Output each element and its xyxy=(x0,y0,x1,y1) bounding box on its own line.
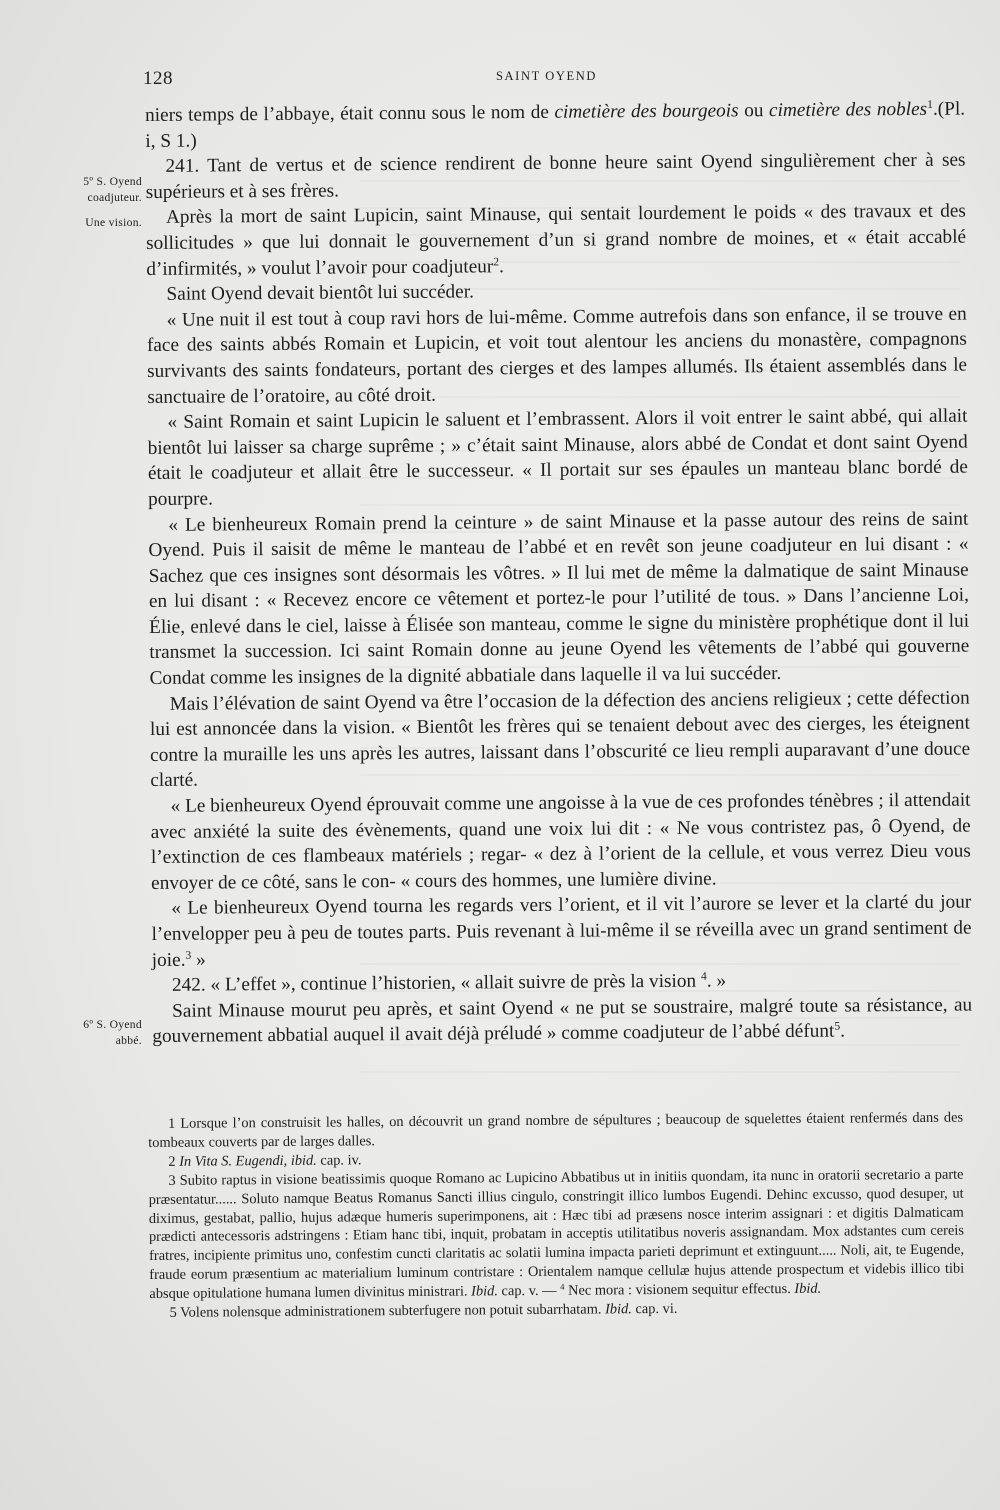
footnotes xyxy=(148,1109,965,1323)
footnote-ref: 4 xyxy=(700,969,707,983)
paragraph: Mais l’élévation de saint Oyend va être l’occasion de la défection des anciens religieux ; cette défection lui est annoncée dans la vision. « Bientôt les frères qui se tenaient debout avec des cierges, les éteignent contre la muraille les uns après les autres, laissant dans l’obscurité ce lieu rempli auparavant d’une douce clarté. xyxy=(149,687,971,792)
margin-note-line: coadjuteur. xyxy=(87,191,142,204)
italic-run: Ibid. xyxy=(467,1283,498,1300)
paragraph-number: 242. xyxy=(171,974,206,997)
page-number: 128 xyxy=(143,68,173,89)
margin-note-line: Une vision. xyxy=(85,216,142,229)
text-run: .(Pl. i, S 1.) xyxy=(145,98,966,152)
footnote-mark: 2 xyxy=(168,1153,176,1170)
footnote-ref: 5 xyxy=(834,1020,841,1034)
footnote-text: cap. iv. xyxy=(316,1152,362,1169)
italic-run: Ibid. xyxy=(790,1280,822,1298)
text-run: Saint Minause mourut peu après, et saint Oyend « ne put se soustraire, malgré toute sa résistance, au gouvernement abbatial auquel il avait déjà préludé » comme coadjuteur de l’abbé défunt xyxy=(152,994,973,1048)
paragraph: « Saint Romain et saint Lupicin le saluent et l’embrassent. Alors il voit entrer le saint abbé, qui allait bientôt lui laisser sa charge suprême ; » c’était saint Minause, alors abbé de Condat et dont saint Oyend était le coadjuteur et allait être le successeur. « Il portait sur ses épaules un manteau blanc bordé de pourpre. xyxy=(147,405,968,510)
footnote-text: Nec mora : visionem sequitur effectus. xyxy=(564,1281,791,1299)
paragraph: Saint Oyend devait bientôt lui succéder. xyxy=(166,281,474,305)
paragraph xyxy=(145,97,965,155)
margin-note-vision xyxy=(32,215,142,231)
italic-run: Ibid. xyxy=(601,1301,632,1318)
footnote-text: Lorsque l’on construisit les halles, on découvrit un grand nombre de sépultures ; beaucoup de squelettes étaient renfermés dans des tombeaux couverts par de larges dalles. xyxy=(148,1109,964,1151)
text-run: niers temps de l’abbaye, était connu sous le nom de xyxy=(145,101,555,126)
margin-note-coadjuteur xyxy=(32,174,142,206)
italic-run: In Vita S. Eugendi, ibid. xyxy=(175,1152,317,1170)
footnote-text: Subito raptus in visione beatissimis quoque Romano ac Lupicino Abbatibus ut in initiis quondam, ita nunc in oratorii secretario a parte præsentatur...... Soluto namque Beatus Romanus Sancti illius cingulo, constringit illico lumbos Eugendi. Dehinc excusso, quod desuper, ut diximus, gestabat, pallio, hujus adæque humeris superimponens, ait : Hæc tibi ad præsens nosce interim assignari : et digitis Dalmaticam prædicti antecessoris adstringens : Etiam hanc tibi, inquit, probatam in acceptis utilitatibus noveris assignandam. Mox adstantes cum cereis fratres, incipiente primitus uno, confestim cuncti claritatis ac solatii lumina impacta parieti deprimunt et extinguunt..... Noli, ait, te Eugende, fraude eorum præsentium ac materialium luminum contristare : Orientalem namque cellulæ hujus attende prospectum et videbis illico tibi absque opitulatione humana lumen divinitus ministrari. xyxy=(148,1166,965,1303)
text-run: . xyxy=(840,1020,846,1042)
text-run: » xyxy=(191,949,206,971)
text-run: . » xyxy=(706,970,727,992)
text-run: « Le bienheureux Oyend tourna les regards vers l’orient, et il vit l’aurore se lever et la clarté du jour l’envelopper peu à peu de toutes parts. Puis revenant à lui-même il se réveilla avec un grand sentiment de joie. xyxy=(151,891,972,971)
italic-run: cimetière des nobles xyxy=(768,98,928,122)
paragraph-241 xyxy=(145,148,965,206)
margin-note-line: 6º S. Oyend xyxy=(83,1018,142,1031)
paragraph-number: 241. xyxy=(165,155,200,178)
paragraph: « Le bienheureux Romain prend la ceinture » de saint Minause et la passe autour des reins de saint Oyend. Puis il saisit de même le manteau de l’abbé et en revêt son jeune coadjuteur en lui disant : « Sachez que ces insignes sont désormais les vôtres. » Il lui met de même la dalmatique de saint Minause en lui disant : « Recevez encore ce vêtement et portez-le pour l’utilité de tous. » Dans l’ancienne Loi, Élie, enlevé dans le ciel, laisse à Élisée son manteau, comme le signe du ministère prophétique dont il lui transmet la succession. Ici saint Romain donne au jeune Oyend les vêtements de l’abbé qui gouverne Condat comme les insignes de la dignité abbatiale dans laquelle il va lui succéder. xyxy=(148,508,970,690)
running-head: SAINT OYEND xyxy=(496,69,598,83)
text-run: Tant de vertus et de science rendirent de bonne heure saint Oyend singulièrement cher à ses supérieurs et à ses frères. xyxy=(145,149,966,203)
footnote-mark: 5 xyxy=(169,1304,177,1321)
paragraph xyxy=(146,199,967,282)
paragraph: « Une nuit il est tout à coup ravi hors de lui-même. Comme autrefois dans son enfance, il se trouve en face des saints abbés Romain et Lupicin, et voit tout alentour les anciens du monastère, compagnons survivants des saints fondateurs, portant des cierges et des lampes allumés. Ils étaient assemblés dans le sanctuaire de l’oratoire, au côté droit. xyxy=(146,303,968,408)
text-run: . xyxy=(498,255,504,277)
footnote-ref: 1 xyxy=(927,97,933,111)
italic-run: cimetière des bourgeois xyxy=(554,100,739,123)
footnote-ref: 3 xyxy=(185,948,192,962)
footnote-mark: 1 xyxy=(168,1115,176,1132)
footnote-mark: 3 xyxy=(168,1172,176,1189)
footnote-text: Volens nolensque administrationem subterfugere non potuit subarrhatam. xyxy=(176,1301,602,1321)
paragraph xyxy=(152,992,972,1050)
margin-note-abbe xyxy=(32,1017,142,1049)
footnote-mark: 4 xyxy=(560,1281,565,1292)
paragraph: « Le bienheureux Oyend éprouvait comme une angoisse à la vue de ces profondes ténèbres ; il attendait avec anxiété la suite des évènements, quand une voix lui dit : « Ne vous contristez pas, ô Oyend, de l’extinction de ces flambeaux matériels ; regar- « dez à l’orient de la cellule, et vous verrez Dieu vous envoyer de ce côté, sans le con- « cours des hommes, une lumière divine. xyxy=(150,789,971,894)
margin-note-line: abbé. xyxy=(115,1034,142,1047)
footnote-text: cap. v. — xyxy=(497,1282,561,1300)
text-run: « L’effet », continue l’historien, « allait suivre de près la vision xyxy=(205,970,702,996)
footnote-1 xyxy=(148,1109,963,1153)
footnote-text: cap. vi. xyxy=(631,1300,678,1318)
margin-note-line: 5º S. Oyend xyxy=(83,175,142,188)
footnote-ref: 2 xyxy=(493,254,500,268)
text-run: Après la mort de saint Lupicin, saint Minause, qui sentait lourdement le poids « des travaux et des sollicitudes » que lui donnait le gouvernement d’un si grand nombre de moines, et « était accablé d’infirmités, » voulut l’avoir pour coadjuteur xyxy=(146,200,967,280)
footnote-3 xyxy=(148,1165,964,1304)
main-text xyxy=(145,97,972,1050)
paragraph xyxy=(151,890,972,973)
text-run: ou xyxy=(738,100,770,122)
